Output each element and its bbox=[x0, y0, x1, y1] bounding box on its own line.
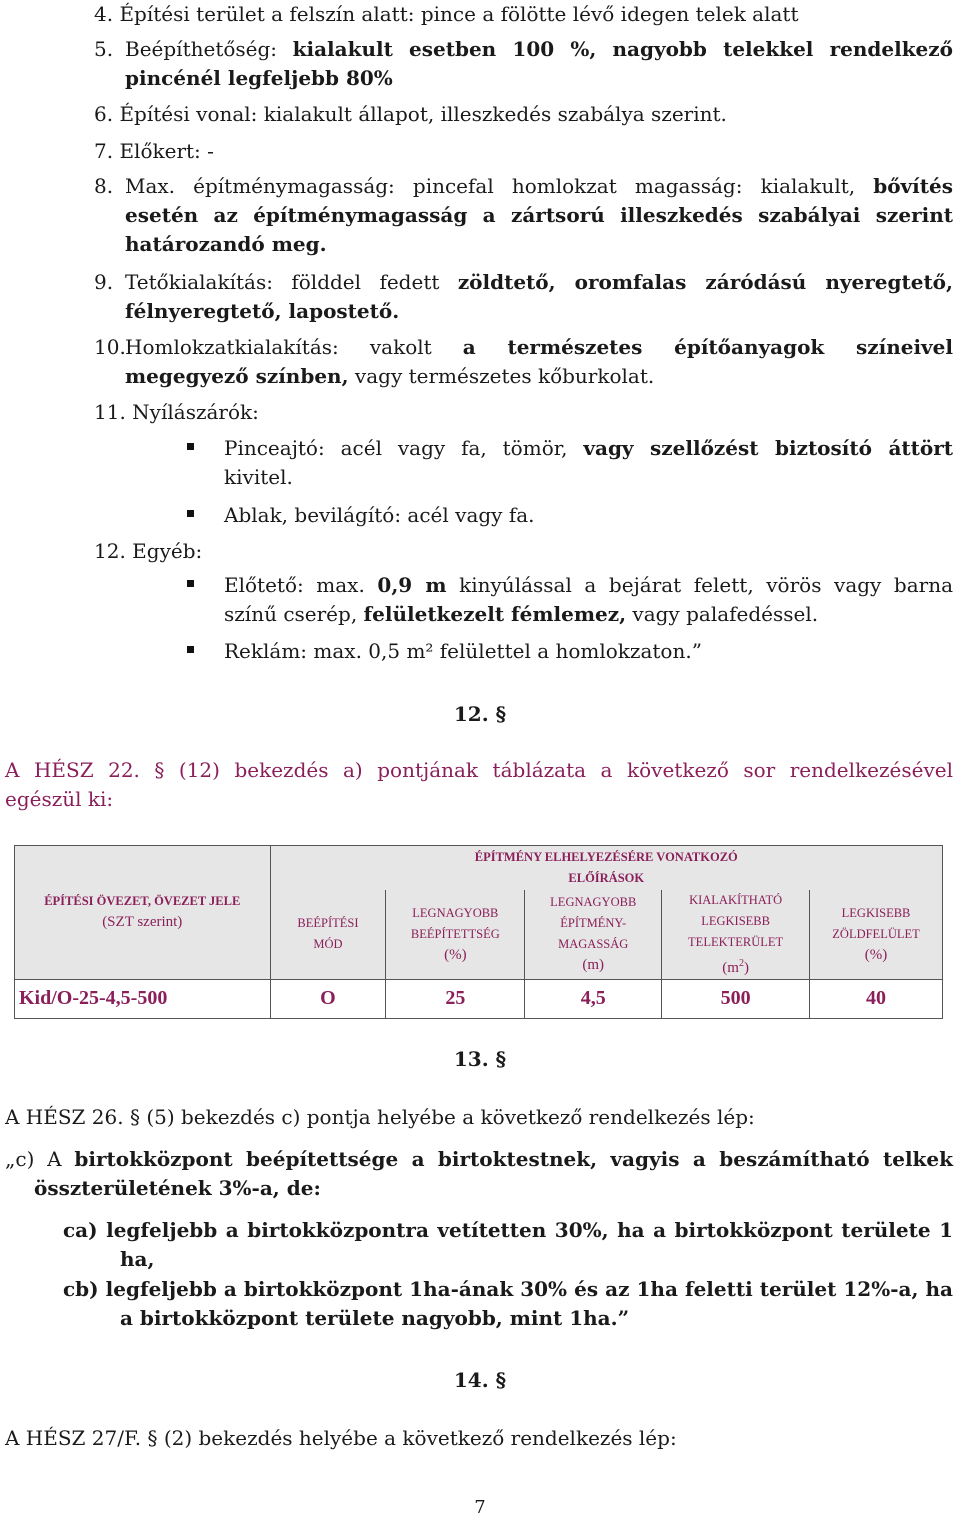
cell-building-mode: O bbox=[270, 979, 386, 1018]
item-number: 12. bbox=[94, 539, 126, 563]
header-label: ELŐÍRÁSOK bbox=[568, 870, 645, 885]
list-item-8-line1 bbox=[125, 172, 953, 201]
header-label: LEGKISEBB bbox=[701, 913, 770, 928]
hesz-26-c-line1 bbox=[5, 1145, 953, 1174]
header-label bbox=[666, 953, 805, 979]
bullet-eloteto-line1 bbox=[224, 571, 953, 600]
header-label: (m) bbox=[582, 957, 605, 973]
header-label: TELEKTERÜLET bbox=[688, 934, 784, 949]
header-unit-sup: 2 bbox=[738, 957, 744, 969]
item-text: Tetőkialakítás: földdel fedett bbox=[125, 270, 458, 294]
list-item-9-line2: félnyeregtető, lapostető. bbox=[125, 299, 400, 323]
item-text: Építési vonal: kialakult állapot, illeszkedés szabálya szerint. bbox=[119, 102, 727, 126]
item-number-5: 5. bbox=[94, 37, 114, 61]
header-label: LEGKISEBB bbox=[841, 905, 911, 920]
header-label: LEGNAGYOBB bbox=[412, 905, 499, 920]
hesz-26-line: A HÉSZ 26. § (5) bekezdés c) pontja helyébe a következő rendelkezés lép: bbox=[5, 1105, 755, 1129]
item-text-bold: vagy szellőzést biztosító áttört bbox=[583, 436, 953, 460]
header-zone-code bbox=[15, 846, 271, 980]
section-heading-14: 14. § bbox=[453, 1368, 507, 1392]
header-building-mode bbox=[270, 890, 386, 980]
hesz-22-line2: egészül ki: bbox=[5, 787, 114, 811]
header-label: ZÖLDFELÜLET bbox=[832, 926, 920, 941]
list-item-4 bbox=[94, 0, 799, 29]
table-row bbox=[15, 979, 943, 1018]
header-unit-end: ) bbox=[743, 959, 749, 976]
header-label: (%) bbox=[864, 946, 888, 963]
item-text: Előtető: max. bbox=[224, 573, 378, 597]
cell-max-height: 4,5 bbox=[525, 979, 662, 1018]
header-label: BEÉPÍTÉSI bbox=[297, 916, 359, 930]
item-text: Pinceajtó: acél vagy fa, tömör, bbox=[224, 436, 584, 460]
item-number-8: 8. bbox=[94, 174, 114, 198]
list-item-5-line2: pincénél legfeljebb 80% bbox=[125, 66, 393, 90]
item-number: 11. bbox=[94, 400, 126, 424]
header-sublabel: (SZT szerint) bbox=[102, 914, 183, 931]
header-group bbox=[270, 846, 942, 890]
list-item-12 bbox=[94, 537, 202, 566]
item-text: Építési terület a felszín alatt: pince a fölötte lévő idegen telek alatt bbox=[119, 2, 799, 26]
page-number: 7 bbox=[474, 1497, 486, 1518]
list-item-10-line1 bbox=[125, 333, 953, 362]
header-label: (%) bbox=[444, 946, 467, 963]
header-min-plot-area bbox=[662, 890, 810, 980]
item-text: „c) A bbox=[5, 1147, 75, 1171]
item-text: Homlokzatkialakítás: vakolt bbox=[125, 335, 463, 359]
item-text: Max. építménymagasság: pincefal homlokzat magasság: kialakult, bbox=[125, 174, 874, 198]
item-number-9: 9. bbox=[94, 270, 114, 294]
list-item-9-line1 bbox=[125, 268, 953, 297]
list-item-7 bbox=[94, 137, 214, 166]
header-label: ÉPÍTMÉNY ELHELYEZÉSÉRE VONATKOZÓ bbox=[474, 849, 738, 864]
header-min-green-area bbox=[810, 890, 943, 980]
hesz-26-ca-line2: ha, bbox=[120, 1247, 155, 1271]
item-number: 6. bbox=[94, 102, 114, 126]
bullet-eloteto-line2 bbox=[224, 600, 818, 629]
item-text: Beépíthetőség: bbox=[125, 37, 293, 61]
bullet-reklam: Reklám: max. 0,5 m² felülettel a homlokzaton.” bbox=[224, 639, 702, 663]
item-text: vagy palafedéssel. bbox=[626, 602, 819, 626]
item-text-bold: a természetes építőanyagok színeivel bbox=[462, 335, 953, 359]
item-text-bold: 0,9 m bbox=[377, 573, 447, 597]
item-text: Nyílászárók: bbox=[132, 400, 259, 424]
header-label: LEGNAGYOBB bbox=[550, 895, 637, 909]
item-number-10: 10. bbox=[94, 335, 126, 359]
header-label: ÉPÍTMÉNY- bbox=[560, 916, 627, 930]
item-text: vagy természetes kőburkolat. bbox=[348, 364, 655, 388]
cell-zone-code: Kid/O-25-4,5-500 bbox=[15, 979, 271, 1018]
item-text: színű cserép, bbox=[224, 602, 364, 626]
header-label: MÓD bbox=[313, 937, 343, 951]
hesz-26-c-line2: összterületének 3%-a, de: bbox=[34, 1176, 321, 1200]
cell-max-coverage: 25 bbox=[386, 979, 525, 1018]
square-bullet-icon bbox=[187, 580, 194, 587]
section-heading-13: 13. § bbox=[453, 1047, 507, 1071]
header-label: BEÉPÍTETTSÉG bbox=[410, 926, 500, 941]
header-unit: (m bbox=[722, 959, 739, 976]
item-text-bold: birtokközpont beépítettsége a birtoktestnek, vagyis a beszámítható telkek bbox=[74, 1147, 953, 1171]
list-item-6 bbox=[94, 100, 727, 129]
list-item-8-line3: határozandó meg. bbox=[125, 232, 327, 256]
hesz-27f-line: A HÉSZ 27/F. § (2) bekezdés helyébe a következő rendelkezés lép: bbox=[5, 1426, 677, 1450]
header-max-height bbox=[525, 890, 662, 980]
hesz-26-ca-line1: ca) legfeljebb a birtokközpontra vetítetten 30%, ha a birtokközpont területe 1 bbox=[63, 1218, 953, 1242]
bullet-ablak: Ablak, bevilágító: acél vagy fa. bbox=[224, 503, 535, 527]
item-number: 7. bbox=[94, 139, 114, 163]
item-text-bold: bővítés bbox=[873, 174, 953, 198]
square-bullet-icon bbox=[187, 510, 194, 517]
item-text: kinyúlással a bejárat felett, vörös vagy barna bbox=[446, 573, 954, 597]
item-text: Egyéb: bbox=[132, 539, 203, 563]
bullet-pinceajto-line1 bbox=[224, 434, 953, 463]
header-label: MAGASSÁG bbox=[558, 937, 629, 951]
header-label: KIALAKÍTHATÓ bbox=[689, 892, 783, 907]
cell-min-green-area: 40 bbox=[810, 979, 943, 1018]
square-bullet-icon bbox=[187, 646, 194, 653]
item-number: 4. bbox=[94, 2, 114, 26]
item-text-bold: zöldtető, oromfalas záródású nyeregtető, bbox=[457, 270, 953, 294]
item-text: Előkert: - bbox=[119, 139, 214, 163]
hesz-26-cb-line2: a birtokközpont területe nagyobb, mint 1ha.” bbox=[120, 1306, 630, 1330]
header-max-coverage bbox=[386, 890, 525, 980]
section-heading-12: 12. § bbox=[453, 702, 507, 726]
list-item-11 bbox=[94, 398, 259, 427]
square-bullet-icon bbox=[187, 443, 194, 450]
list-item-8-line2: esetén az építménymagasság a zártsorú illeszkedés szabályai szerint bbox=[125, 203, 953, 227]
header-label: ÉPÍTÉSI ÖVEZET, ÖVEZET JELE bbox=[44, 894, 241, 909]
item-text-bold: megegyező színben, bbox=[125, 364, 349, 388]
list-item-5-line1 bbox=[125, 35, 953, 64]
hesz-26-cb-line1: cb) legfeljebb a birtokközpont 1ha-ának 30% és az 1ha feletti terület 12%-a, ha bbox=[63, 1277, 953, 1301]
bullet-pinceajto-line2: kivitel. bbox=[224, 465, 293, 489]
item-text-bold: kialakult esetben 100 %, nagyobb telekkel rendelkező bbox=[292, 37, 953, 61]
cell-min-plot-area: 500 bbox=[662, 979, 810, 1018]
hesz-22-line1: A HÉSZ 22. § (12) bekezdés a) pontjának táblázata a következő sor rendelkezésével bbox=[5, 758, 953, 782]
item-text-bold: felületkezelt fémlemez, bbox=[363, 602, 627, 626]
list-item-10-line2 bbox=[125, 362, 654, 391]
zoning-table bbox=[14, 845, 943, 1019]
